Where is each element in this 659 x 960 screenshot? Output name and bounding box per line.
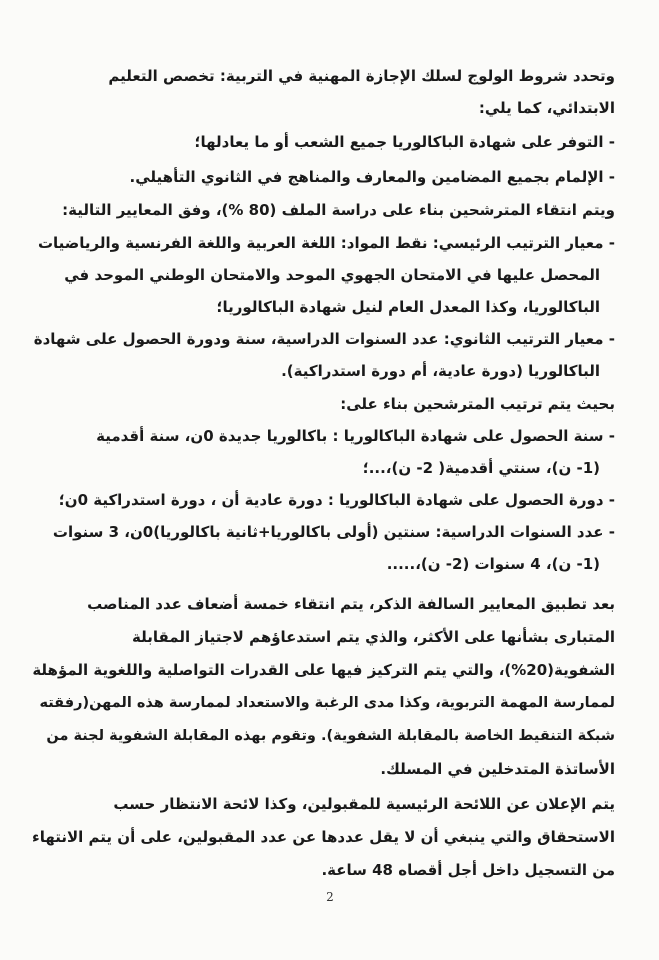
text-line: شبكة التنقيط الخاصة بالمقابلة الشفوية). وتقوم بهذه المقابلة الشفوية لجنة من xyxy=(46,728,615,744)
text-line: بعد تطبيق المعايير السالفة الذكر، يتم انتقاء خمسة أضعاف عدد المناصب xyxy=(87,595,615,613)
text-line: - معيار الترتيب الرئيسي: نقط المواد: اللغة العربية واللغة الفرنسية والرياضيات xyxy=(37,234,615,252)
text-line: المتبارى بشأنها على الأكثر، والذي يتم استدعاؤهم لاجتياز المقابلة xyxy=(132,628,615,646)
text-line: الاستحقاق والتي ينبغي أن لا يقل عددها عن عدد المقبولين، على أن يتم الانتهاء xyxy=(32,828,615,846)
text-line: (1- ن)، سنتي أقدمية( 2- ن)،...؛ xyxy=(362,459,600,477)
text-line: يتم الإعلان عن اللائحة الرئيسية للمقبولين، وكذا لائحة الانتظار حسب xyxy=(113,795,615,813)
text-line: وتحدد شروط الولوج لسلك الإجازة المهنية في التربية: تخصص التعليم xyxy=(108,67,615,85)
text-line: الباكالوريا، وكذا المعدل العام لنيل شهادة الباكالوريا؛ xyxy=(216,298,600,316)
text-line: الأساتذة المتدخلين في المسلك. xyxy=(380,760,615,778)
text-line: لممارسة المهمة التربوية، وكذا مدى الرغبة والاستعداد لممارسة هذه المهن(رفقته xyxy=(39,695,615,711)
text-line: (1- ن)، 4 سنوات (2- ن)،..... xyxy=(386,555,600,573)
text-line: المحصل عليها في الامتحان الجهوي الموحد والامتحان الوطني الموحد في xyxy=(64,266,600,284)
text-line: - معيار الترتيب الثانوي: عدد السنوات الدراسية، سنة ودورة الحصول على شهادة xyxy=(33,330,615,348)
text-line: - عدد السنوات الدراسية: سنتين (أولى باكالوريا+ثانية باكالوريا)0ن، 3 سنوات xyxy=(52,523,615,541)
text-line: الابتدائي، كما يلي: xyxy=(478,99,615,117)
text-line: - سنة الحصول على شهادة الباكالوريا : باكالوريا جديدة 0ن، سنة أقدمية xyxy=(96,427,615,445)
text-line: ويتم انتقاء المترشحين بناء على دراسة الملف (80 %)، وفق المعايير التالية: xyxy=(62,201,615,219)
text-line: الشفوية(20%)، والتي يتم التركيز فيها على القدرات التواصلية واللغوية المؤهلة xyxy=(32,661,615,679)
text-line: من التسجيل داخل أجل أقصاه 48 ساعة. xyxy=(321,861,615,879)
page-number: 2 xyxy=(326,890,334,904)
text-line: بحيث يتم ترتيب المترشحين بناء على: xyxy=(340,395,615,413)
text-line: - الإلمام بجميع المضامين والمعارف والمناهج في الثانوي التأهيلي. xyxy=(129,168,615,186)
text-line: الباكالوريا (دورة عادية، أم دورة استدراكية). xyxy=(281,362,600,380)
text-line: - التوفر على شهادة الباكالوريا جميع الشعب أو ما يعادلها؛ xyxy=(194,133,615,151)
text-line: - دورة الحصول على شهادة الباكالوريا : دورة عادية أن ، دورة استدراكية 0ن؛ xyxy=(58,491,615,509)
